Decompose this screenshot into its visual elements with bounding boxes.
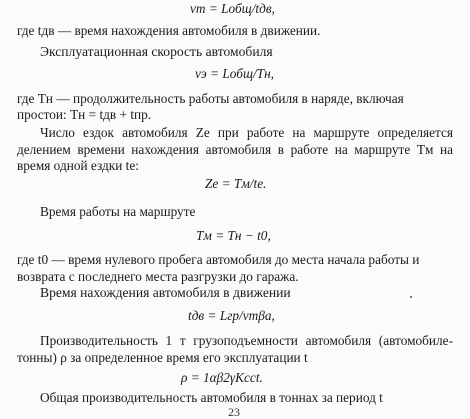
formula-productivity: ρ = 1αβ2γKссt.	[181, 370, 263, 385]
formula-operational-speed: vэ = Lобщ/Tн,	[195, 66, 274, 81]
paragraph-total-productivity: Общая производительность автомобиля в тоннах за период t	[40, 390, 383, 405]
paragraph-heading: Время нахождения автомобиля в движении	[40, 285, 291, 300]
paragraph-zero-run: где t0 — время нулевого пробега автомобиля до места начала работы и возврата с последнего места разгрузки до гаража.	[17, 252, 420, 284]
text-line: где tдв — время нахождения автомобиля в движении.	[17, 23, 321, 38]
print-speck	[410, 296, 412, 298]
formula-route-time: Tм = Tн − t0,	[196, 228, 271, 243]
paragraph-work-duration: где Tн — продолжительность работы автомобиля в наряде, включая простои: Tн = tдв + tпр.	[17, 91, 404, 122]
paragraph-productivity: Производительность 1 т грузоподъемности автомобиля (автомобиле-тонны) ρ за определенное время его эксплуатации t	[17, 333, 453, 365]
formula-time-in-motion: tдв = Lгр/vтβа,	[188, 308, 275, 323]
paragraph-number-of-trips: Число ездок автомобиля Zе при работе на маршруте определяется делением времени нахождения автомобиля в работе на маршруте Tм на время одной ездки tе:	[17, 125, 453, 173]
paragraph-heading: Эксплуатационная скорость автомобиля	[40, 44, 273, 59]
formula-technical-speed: vт = Lобщ/tдв,	[190, 1, 275, 16]
page-number: 23	[228, 405, 240, 419]
paragraph-heading: Время работы на маршруте	[40, 204, 196, 219]
formula-number-of-trips: Zе = Tм/tе.	[205, 176, 267, 191]
